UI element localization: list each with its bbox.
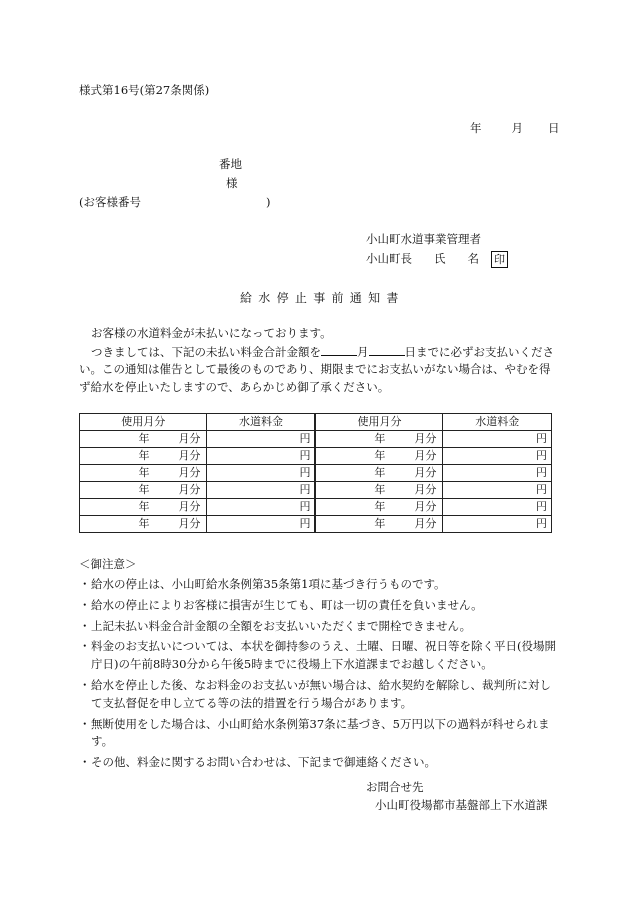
fee-cell: 円 — [443, 482, 552, 499]
usage-month-cell — [80, 465, 207, 482]
month-label: 月分 — [414, 499, 437, 513]
issuer-role: 小山町長 — [366, 251, 412, 266]
fee-cell: 円 — [443, 499, 552, 516]
month-label: 月分 — [414, 448, 437, 462]
year-label: 年 — [138, 499, 150, 513]
year-label: 年 — [138, 465, 150, 479]
col-water-fee-1: 水道料金 — [207, 414, 316, 431]
fee-cell: 円 — [207, 499, 316, 516]
customer-number-close: ) — [266, 195, 271, 209]
note-item: ・ 給水を停止した後、なお料金のお支払いが無い場合は、給水契約を解除し、裁判所に対して支払督促を申し立てる等の法的措置を行う場合があります。 — [79, 677, 559, 713]
issuer-name-label-1: 氏 — [434, 251, 446, 266]
note-item: ・ 無断使用をした場合は、小山町給水条例第37条に基づき、5万円以下の過料が科せられます。 — [79, 716, 559, 752]
year-label: 年 — [374, 482, 386, 496]
note-item: ・ 給水の停止は、小山町給水条例第35条第1項に基づき行うものです。 — [79, 576, 559, 594]
date-month-label: 月 — [511, 121, 523, 135]
fee-cell: 円 — [207, 465, 316, 482]
col-usage-month-1: 使用月分 — [80, 414, 207, 431]
issuer-name-line — [366, 251, 508, 268]
date-day-label: 日 — [548, 121, 560, 135]
date-year-label: 年 — [470, 121, 482, 135]
month-label: 月分 — [414, 516, 437, 530]
fee-cell: 円 — [207, 448, 316, 465]
year-label: 年 — [374, 516, 386, 530]
year-label: 年 — [138, 448, 150, 462]
seal-mark: 印 — [491, 251, 508, 268]
year-label: 年 — [374, 499, 386, 513]
year-label: 年 — [138, 516, 150, 530]
fee-cell: 円 — [207, 482, 316, 499]
usage-month-cell — [315, 482, 442, 499]
year-label: 年 — [374, 465, 386, 479]
fee-cell: 円 — [207, 431, 316, 448]
usage-month-cell — [80, 431, 207, 448]
month-label: 月分 — [414, 482, 437, 496]
month-label: 月分 — [178, 465, 201, 479]
document-title: 給水停止事前通知書 — [240, 291, 405, 305]
issuer-title: 小山町水道事業管理者 — [366, 232, 481, 246]
para2-rest: 日までに必ずお支払いください。この通知は催告として最後のものであり、期限までにお支払いがない場合は、やむを得ず給水を停止いたしますので、あらかじめ御了承ください。 — [79, 345, 554, 394]
year-label: 年 — [138, 431, 150, 445]
col-usage-month-2: 使用月分 — [315, 414, 442, 431]
fee-cell: 円 — [443, 431, 552, 448]
notes-heading: ＜御注意＞ — [79, 557, 137, 571]
note-item: ・ 給水の停止によりお客様に損害が生じても、町は一切の責任を負いません。 — [79, 597, 559, 615]
body-paragraph-1: お客様の水道料金が未払いになっております。 — [91, 326, 332, 340]
usage-month-cell — [80, 499, 207, 516]
note-item: ・ 料金のお支払いについては、本状を御持参のうえ、土曜、日曜、祝日等を除く平日(役場開庁日)の午前8時30分から午後5時までに役場上下水道課までお越しください。 — [79, 638, 559, 674]
month-label: 月分 — [178, 448, 201, 462]
month-label: 月分 — [414, 431, 437, 445]
notes-list — [79, 576, 559, 772]
month-label: 月分 — [178, 482, 201, 496]
fee-cell: 円 — [443, 448, 552, 465]
customer-number — [79, 195, 271, 210]
table-row — [80, 431, 552, 448]
col-water-fee-2: 水道料金 — [443, 414, 552, 431]
customer-number-label: (お客様番号 — [79, 195, 141, 209]
usage-month-cell — [315, 465, 442, 482]
fee-cell: 円 — [443, 516, 552, 533]
contact-department: 小山町役場都市基盤部上下水道課 — [375, 798, 548, 812]
recipient-honorific: 様 — [226, 176, 238, 190]
note-item: ・ その他、料金に関するお問い合わせは、下記まで御連絡ください。 — [79, 754, 559, 772]
fee-cell: 円 — [443, 465, 552, 482]
month-label: 月分 — [178, 431, 201, 445]
note-item: ・ 上記未払い料金合計金額の全額をお支払いいただくまで開栓できません。 — [79, 618, 559, 636]
deadline-day-blank — [369, 343, 405, 356]
table-header-row — [80, 414, 552, 431]
para2-lead: つきましては、下記の未払い料金合計金額を — [91, 345, 321, 359]
table-row — [80, 482, 552, 499]
body-paragraph-2 — [79, 343, 555, 396]
address-suffix: 番地 — [219, 157, 242, 171]
month-label: 月分 — [178, 516, 201, 530]
month-label: 月分 — [414, 465, 437, 479]
para2-month: 月 — [357, 345, 369, 359]
fee-cell: 円 — [207, 516, 316, 533]
table-row — [80, 516, 552, 533]
form-number: 様式第16号(第27条関係) — [79, 83, 210, 97]
contact-label: お問合せ先 — [366, 780, 424, 794]
usage-month-cell — [315, 516, 442, 533]
usage-month-cell — [315, 499, 442, 516]
year-label: 年 — [374, 431, 386, 445]
month-label: 月分 — [178, 499, 201, 513]
usage-month-cell — [315, 431, 442, 448]
year-label: 年 — [374, 448, 386, 462]
table-row — [80, 448, 552, 465]
notes-section — [79, 557, 559, 775]
date-line — [470, 121, 560, 136]
usage-month-cell — [80, 448, 207, 465]
usage-month-cell — [80, 482, 207, 499]
table-row — [80, 499, 552, 516]
issuer-name-label-2: 名 — [467, 251, 479, 266]
year-label: 年 — [138, 482, 150, 496]
usage-month-cell — [315, 448, 442, 465]
deadline-month-blank — [321, 343, 357, 356]
table-row — [80, 465, 552, 482]
unpaid-fee-table — [79, 413, 552, 533]
usage-month-cell — [80, 516, 207, 533]
